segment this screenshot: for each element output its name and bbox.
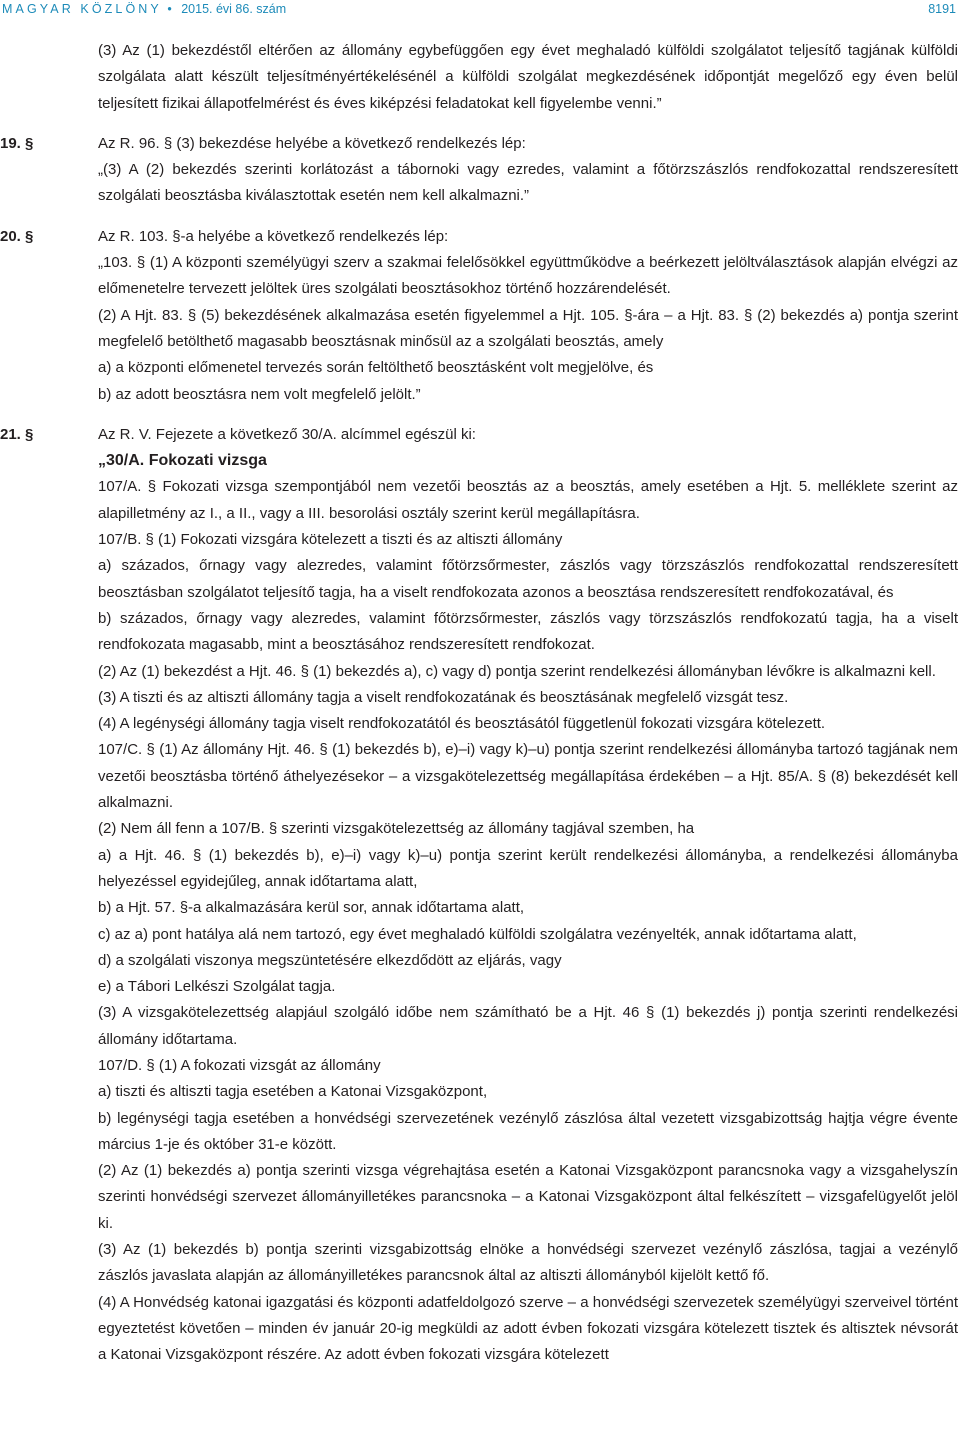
section-intro: Az R. V. Fejezete a következő 30/A. alcímmel egészül ki: <box>98 425 476 443</box>
section-paragraph: a) a Hjt. 46. § (1) bekezdés b), e)–i) vagy k)–u) pontja szerint került rendelkezési állományba, a rendelkezési állományba helyezéssel egyidejűleg, annak időtartama alatt, <box>98 846 958 890</box>
document-body <box>0 38 960 1369</box>
page-header <box>0 0 960 24</box>
section-21 <box>0 422 960 1369</box>
section-paragraph: b) az adott beosztásra nem volt megfelelő jelölt.” <box>98 385 421 403</box>
section-19 <box>0 131 960 210</box>
section-paragraph: a) a központi előmenetel tervezés során feltölthető beosztásként volt megjelölve, és <box>98 359 654 377</box>
subtitle-heading: „30/A. Fokozati vizsga <box>98 452 267 470</box>
section-paragraph: a) százados, őrnagy vagy alezredes, valamint főtörzsőrmester, zászlós vagy törzszászlós rendfokozattal rendszeresített beosztásban szolgálatot teljesítő tagja, ha a viselt rendfokozata azonos a beosztása rendszeresített rendfokozatával, és <box>98 557 958 601</box>
section-intro: Az R. 103. §-a helyébe a következő rendelkezés lép: <box>98 227 449 245</box>
section-intro: Az R. 96. § (3) bekezdése helyébe a következő rendelkezés lép: <box>98 134 526 152</box>
section-paragraph: (3) Az (1) bekezdés b) pontja szerinti vizsgabizottság elnöke a honvédségi szervezet vezénylő zászlósa, tagjai a vezénylő zászlós javaslata alapján az állományilletékes parancsnok által az altiszti állományból kijelölt kettő fő. <box>98 1241 958 1285</box>
section-paragraph: e) a Tábori Lelkészi Szolgálat tagja. <box>98 978 336 996</box>
header-bullet: • <box>167 2 172 16</box>
section-paragraph: 107/A. § Fokozati vizsga szempontjából nem vezetői beosztás az a beosztás, amely esetében a Hjt. 5. melléklete szerint az alapilletmény az I., a II., vagy a III. besorolási osztály szerint kerül megállapításra. <box>98 478 958 522</box>
section-paragraph: 107/C. § (1) Az állomány Hjt. 46. § (1) bekezdés b), e)–i) vagy k)–u) pontja szerint rendelkezési állományba tartozó tagjának nem vezetői beosztásba történő áthelyezésekor – a vizsgakötelezettség megállapítása érdekében – a Hjt. 85/A. § (8) bekezdését kell alkalmazni. <box>98 741 958 812</box>
section-paragraph: d) a szolgálati viszonya megszüntetésére elkezdődött az eljárás, vagy <box>98 951 562 969</box>
journal-title: MAGYAR KÖZLÖNY <box>2 2 162 16</box>
section-number: 21. § <box>0 425 34 443</box>
section-20 <box>0 224 960 408</box>
section-paragraph: (2) A Hjt. 83. § (5) bekezdésének alkalmazása esetén figyelemmel a Hjt. 105. §-ára – a Hjt. 83. § (2) bekezdés a) pontja szerint megfelelő betölthető magasabb beosztásnak minősül az a szolgálati beosztás, amely <box>98 306 958 350</box>
section-paragraph: (3) A vizsgakötelezettség alapjául szolgáló időbe nem számítható be a Hjt. 46 § (1) bekezdés j) pontja szerinti rendelkezési állomány időtartama. <box>98 1004 958 1048</box>
section-paragraph: „103. § (1) A központi személyügyi szerv a szakmai felelősökkel együttműködve a beérkezett jelöltválasztások alapján elvégzi az előmenetelre tervezett jelöltek üres szolgálati beosztásokhoz történő hozzárendelését. <box>98 254 958 298</box>
section-paragraph: b) százados, őrnagy vagy alezredes, valamint főtörzsőrmester, zászlós vagy törzszászlós rendfokozatú tagja, ha a viselt rendfokozata magasabb, mint a beosztásához rendszeresített rendfokozat. <box>98 609 958 654</box>
section-paragraph: (4) A legénységi állomány tagja viselt rendfokozatától és beosztásától függetlenül fokozati vizsgára kötelezett. <box>98 715 826 733</box>
section-paragraph: a) tiszti és altiszti tagja esetében a Katonai Vizsgaközpont, <box>98 1083 488 1101</box>
page-number: 8191 <box>928 2 956 16</box>
section-number: 19. § <box>0 134 34 152</box>
section-paragraph: b) legénységi tagja esetében a honvédségi szervezetének vezénylő zászlósa által vezetett vizsgabizottság hajtja végre évente március 1-je és október 31-e között. <box>98 1109 958 1153</box>
section-paragraph: 107/D. § (1) A fokozati vizsgát az állomány <box>98 1056 381 1074</box>
section-paragraph: (2) Az (1) bekezdést a Hjt. 46. § (1) bekezdés a), c) vagy d) pontja szerint rendelkezési állományban lévőkre is alkalmazni kell. <box>98 662 936 680</box>
intro-paragraph: (3) Az (1) bekezdéstől eltérően az állomány egybefüggően egy évet meghaladó külföldi szolgálatot teljesítő tagjának külföldi szolgálata alatt készült teljesítményértékelésénél a külföldi szolgálat megkezdésének időpontját megelőző egy éven belül teljesített fizikai állapotfelmérést és éves kiképzési feladatokat kell figyelembe venni.” <box>98 42 958 112</box>
section-paragraph: c) az a) pont hatálya alá nem tartozó, egy évet meghaladó külföldi szolgálatra vezényelték, annak időtartama alatt, <box>98 925 857 943</box>
section-paragraph: 107/B. § (1) Fokozati vizsgára kötelezett a tiszti és az altiszti állomány <box>98 531 563 549</box>
issue-label: 2015. évi 86. szám <box>181 2 287 16</box>
section-paragraph: „(3) A (2) bekezdés szerinti korlátozást a tábornoki vagy ezredes, valamint a főtörzszászlós rendfokozattal rendszeresített szolgálati beosztásba kiválasztottak esetén nem kell alkalmazni.” <box>98 161 958 205</box>
intro-block <box>0 38 960 117</box>
section-paragraph: b) a Hjt. 57. §-a alkalmazására kerül sor, annak időtartama alatt, <box>98 899 525 917</box>
header-left <box>2 2 286 16</box>
section-paragraph: (4) A Honvédség katonai igazgatási és központi adatfeldolgozó szerve – a honvédségi szervezetek személyügyi szerveivel történt egyeztetést követően – minden év január 20-ig megküldi az adott évben fokozati vizsgára kötelezett tisztek és altisztek névsorát a Katonai Vizsgaközpont részére. Az adott évben fokozati vizsgára kötelezett <box>98 1293 958 1364</box>
section-paragraph: (3) A tiszti és az altiszti állomány tagja a viselt rendfokozatának és beosztásának megfelelő vizsgát tesz. <box>98 688 789 706</box>
section-paragraph: (2) Nem áll fenn a 107/B. § szerinti vizsgakötelezettség az állomány tagjával szemben, ha <box>98 820 695 838</box>
section-number: 20. § <box>0 227 34 245</box>
section-paragraph: (2) Az (1) bekezdés a) pontja szerinti vizsga végrehajtása esetén a Katonai Vizsgaközpont parancsnoka vagy a vizsgahelyszín szerinti honvédségi szervezet állományilletékes parancsnoka – a Katonai Vizsgaközpont által felkészített – vizsgafelügyelőt jelöl ki. <box>98 1162 958 1232</box>
